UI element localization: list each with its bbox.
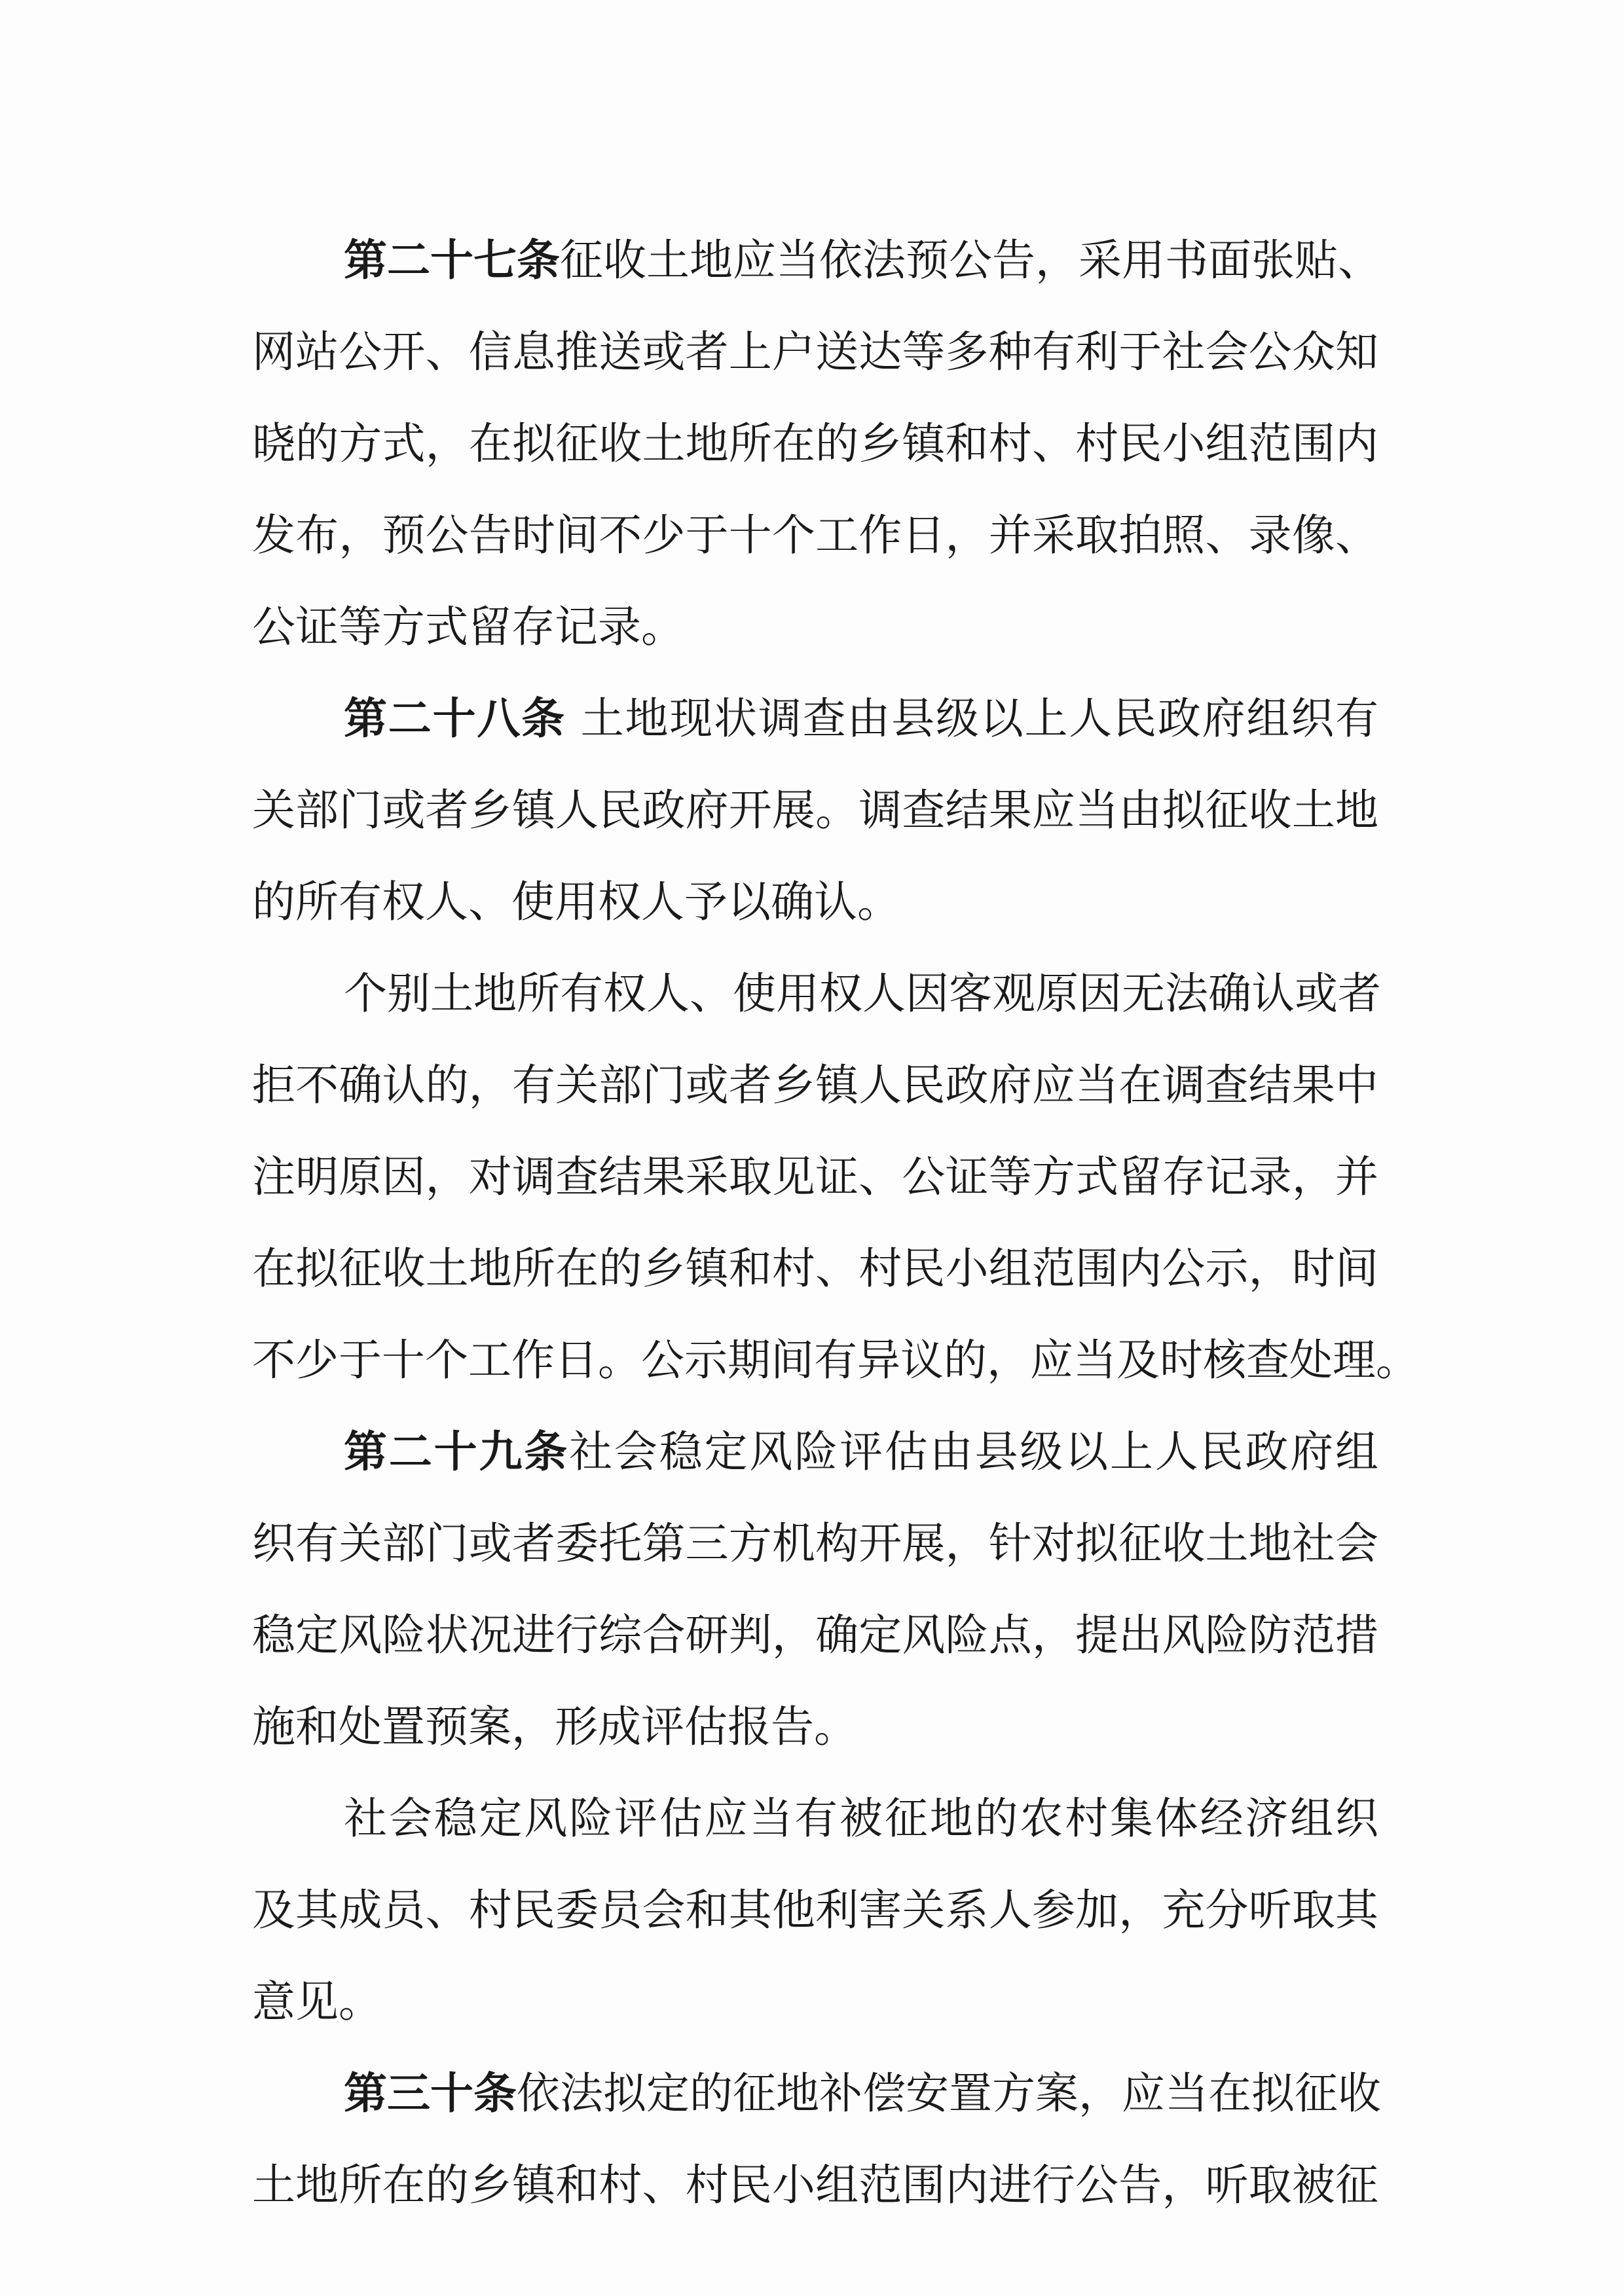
article-27-line-4: 发布，预公告时间不少于十个工作日，并采取拍照、录像、 bbox=[252, 510, 1378, 560]
article-29-line-1 bbox=[344, 1406, 1378, 1498]
article-27-line-5: 公证等方式留存记录。 bbox=[252, 602, 684, 652]
article-29-para-2-line-1: 社会稳定风险评估应当有被征地的农村集体经济组织 bbox=[344, 1793, 1378, 1844]
article-30-heading: 第三十条 bbox=[344, 2068, 517, 2119]
article-30-line-1 bbox=[344, 2048, 1381, 2140]
article-27-line-1 bbox=[344, 215, 1381, 306]
article-27-line-2: 网站公开、信息推送或者上户送达等多种有利于社会公众知 bbox=[252, 327, 1378, 377]
article-30-text: 依法拟定的征地补偿安置方案，应当在拟征收 bbox=[517, 2068, 1381, 2119]
article-30-line-2: 土地所在的乡镇和村、村民小组范围内进行公告，听取被征 bbox=[252, 2160, 1378, 2210]
article-28-para-2-line-1: 个别土地所有权人、使用权人因客观原因无法确认或者 bbox=[344, 968, 1381, 1019]
article-28-heading: 第二十八条 bbox=[344, 693, 566, 744]
article-28-para-2-line-3: 注明原因，对调查结果采取见证、公证等方式留存记录，并 bbox=[252, 1152, 1378, 1202]
article-27-line-3: 晓的方式，在拟征收土地所在的乡镇和村、村民小组范围内 bbox=[252, 418, 1378, 469]
article-29-line-4: 施和处置预案，形成评估报告。 bbox=[252, 1702, 857, 1752]
article-27-text: 征收土地应当依法预公告，采用书面张贴、 bbox=[560, 235, 1381, 285]
article-28-line-1 bbox=[344, 673, 1378, 765]
article-28-para-2-line-2: 拒不确认的，有关部门或者乡镇人民政府应当在调查结果中 bbox=[252, 1060, 1378, 1110]
article-28-para-2-line-5: 不少于十个工作日。公示期间有异议的，应当及时核查处理。 bbox=[252, 1335, 1419, 1385]
article-29-heading: 第二十九条 bbox=[344, 1427, 570, 1477]
article-28-para-2-line-4: 在拟征收土地所在的乡镇和村、村民小组范围内公示，时间 bbox=[252, 1243, 1378, 1294]
article-28-text: 土地现状调查由县级以上人民政府组织有 bbox=[565, 693, 1379, 744]
article-29-text: 社会稳定风险评估由县级以上人民政府组 bbox=[569, 1427, 1379, 1477]
article-27-heading: 第二十七条 bbox=[344, 235, 560, 285]
article-29-line-3: 稳定风险状况进行综合研判，确定风险点，提出风险防范措 bbox=[252, 1610, 1378, 1660]
article-29-line-2: 织有关部门或者委托第三方机构开展，针对拟征收土地社会 bbox=[252, 1518, 1378, 1569]
article-29-para-2-line-2: 及其成员、村民委员会和其他利害关系人参加，充分听取其 bbox=[252, 1885, 1378, 1935]
article-29-para-2-line-3: 意见。 bbox=[252, 1977, 382, 2027]
article-28-line-3: 的所有权人、使用权人予以确认。 bbox=[252, 877, 900, 927]
article-28-line-2: 关部门或者乡镇人民政府开展。调查结果应当由拟征收土地 bbox=[252, 785, 1378, 835]
